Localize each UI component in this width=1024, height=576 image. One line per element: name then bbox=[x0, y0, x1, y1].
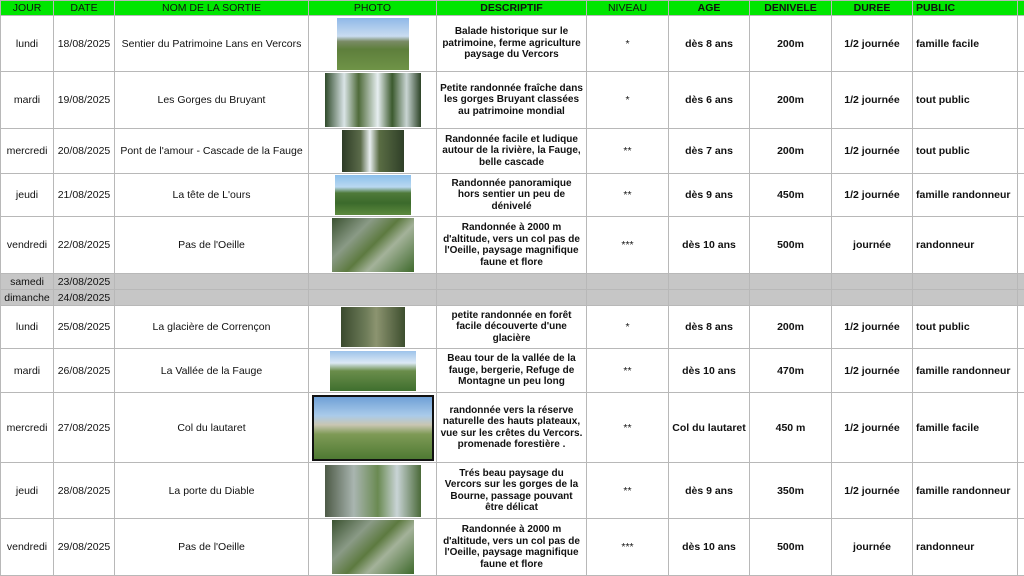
cell-age[interactable]: dès 9 ans bbox=[669, 463, 750, 519]
cell-extra[interactable] bbox=[1018, 16, 1024, 72]
cell-extra[interactable] bbox=[1018, 306, 1024, 349]
cell-photo[interactable] bbox=[309, 16, 437, 72]
table-row bbox=[1, 306, 1024, 349]
cell-age[interactable]: dès 6 ans bbox=[669, 72, 750, 129]
table-row bbox=[1, 129, 1024, 174]
cell-public[interactable]: famille facile bbox=[913, 16, 1018, 72]
ibex-photo[interactable] bbox=[332, 218, 414, 272]
cell-descriptif[interactable] bbox=[437, 290, 587, 306]
cell-denivele[interactable] bbox=[750, 290, 832, 306]
cell-public[interactable]: famille randonneur bbox=[913, 349, 1018, 393]
header-descriptif[interactable]: DESCRIPTIF bbox=[437, 1, 587, 16]
cell-denivele[interactable]: 350m bbox=[750, 463, 832, 519]
cell-nom[interactable]: La tête de L'ours bbox=[115, 174, 309, 217]
table-row bbox=[1, 217, 1024, 274]
cell-extra[interactable] bbox=[1018, 129, 1024, 174]
cell-duree[interactable]: journée bbox=[832, 217, 913, 274]
cell-date[interactable]: 27/08/2025 bbox=[54, 393, 115, 463]
cell-nom[interactable]: Col du lautaret bbox=[115, 393, 309, 463]
cell-date[interactable]: 20/08/2025 bbox=[54, 129, 115, 174]
cliffs-photo[interactable] bbox=[312, 395, 434, 461]
cell-duree[interactable]: 1/2 journée bbox=[832, 16, 913, 72]
header-public[interactable]: PUBLIC bbox=[913, 1, 1018, 16]
cell-denivele[interactable] bbox=[750, 274, 832, 290]
cell-age[interactable]: dès 10 ans bbox=[669, 217, 750, 274]
cell-public[interactable]: famille randonneur bbox=[913, 174, 1018, 217]
cell-denivele[interactable]: 500m bbox=[750, 217, 832, 274]
cell-descriptif[interactable]: randonnée vers la réserve naturelle des hauts plateaux, vue sur les crêtes du Vercors. promenade forestière . bbox=[437, 393, 587, 463]
cell-descriptif[interactable]: Randonnée à 2000 m d'altitude, vers un col pas de l'Oeille, paysage magnifique faune et flore bbox=[437, 217, 587, 274]
table-row bbox=[1, 349, 1024, 393]
gorges-photo[interactable] bbox=[325, 73, 421, 127]
cell-photo[interactable] bbox=[309, 393, 437, 463]
cell-descriptif[interactable] bbox=[437, 274, 587, 290]
cell-photo[interactable] bbox=[309, 306, 437, 349]
cell-duree[interactable]: 1/2 journée bbox=[832, 306, 913, 349]
cell-duree[interactable]: 1/2 journée bbox=[832, 393, 913, 463]
header-nom[interactable]: NOM DE LA SORTIE bbox=[115, 1, 309, 16]
cell-nom[interactable]: Pont de l'amour - Cascade de la Fauge bbox=[115, 129, 309, 174]
cell-nom[interactable]: Sentier du Patrimoine Lans en Vercors bbox=[115, 16, 309, 72]
cell-niveau[interactable]: ** bbox=[587, 393, 669, 463]
landscape-photo[interactable] bbox=[337, 18, 409, 70]
bourne-gorges-photo[interactable] bbox=[325, 465, 421, 517]
cell-denivele[interactable]: 450 m bbox=[750, 393, 832, 463]
header-jour[interactable]: JOUR bbox=[1, 1, 54, 16]
cell-denivele[interactable]: 500m bbox=[750, 519, 832, 576]
cell-age[interactable]: Col du lautaret bbox=[669, 393, 750, 463]
cell-descriptif[interactable]: Randonnée panoramique hors sentier un peu de dénivelé bbox=[437, 174, 587, 217]
cell-photo[interactable] bbox=[309, 349, 437, 393]
cell-duree[interactable]: 1/2 journée bbox=[832, 129, 913, 174]
cell-public[interactable]: famille facile bbox=[913, 393, 1018, 463]
cell-jour[interactable]: jeudi bbox=[1, 174, 54, 217]
cell-niveau[interactable]: * bbox=[587, 72, 669, 129]
cell-nom[interactable] bbox=[115, 290, 309, 306]
header-row bbox=[1, 1, 1024, 16]
cell-nom[interactable]: Pas de l'Oeille bbox=[115, 519, 309, 576]
cell-descriptif[interactable]: Randonnée à 2000 m d'altitude, vers un col pas de l'Oeille, paysage magnifique faune et flore bbox=[437, 519, 587, 576]
cell-duree[interactable] bbox=[832, 274, 913, 290]
cell-niveau[interactable]: *** bbox=[587, 217, 669, 274]
table-row bbox=[1, 290, 1024, 306]
cell-nom[interactable]: La glacière de Corrençon bbox=[115, 306, 309, 349]
table-row bbox=[1, 519, 1024, 576]
cell-photo[interactable] bbox=[309, 463, 437, 519]
cell-date[interactable]: 25/08/2025 bbox=[54, 306, 115, 349]
cell-niveau[interactable] bbox=[587, 274, 669, 290]
cell-public[interactable]: tout public bbox=[913, 306, 1018, 349]
cell-nom[interactable]: Pas de l'Oeille bbox=[115, 217, 309, 274]
cell-jour[interactable]: lundi bbox=[1, 16, 54, 72]
cell-photo[interactable] bbox=[309, 274, 437, 290]
cell-jour[interactable]: samedi bbox=[1, 274, 54, 290]
cell-niveau[interactable]: ** bbox=[587, 174, 669, 217]
cell-descriptif[interactable]: petite randonnée en forêt facile découverte d'une glacière bbox=[437, 306, 587, 349]
cell-public[interactable] bbox=[913, 274, 1018, 290]
cell-extra[interactable] bbox=[1018, 290, 1024, 306]
cell-jour[interactable]: mercredi bbox=[1, 393, 54, 463]
table-row bbox=[1, 72, 1024, 129]
cell-photo[interactable] bbox=[309, 217, 437, 274]
cell-public[interactable]: tout public bbox=[913, 72, 1018, 129]
cell-public[interactable]: randonneur bbox=[913, 217, 1018, 274]
cell-descriptif[interactable]: Petite randonnée fraîche dans les gorges Bruyant classées au patrimoine mondial bbox=[437, 72, 587, 129]
cell-jour[interactable]: jeudi bbox=[1, 463, 54, 519]
cell-duree[interactable]: 1/2 journée bbox=[832, 349, 913, 393]
cell-extra[interactable] bbox=[1018, 217, 1024, 274]
cell-photo[interactable] bbox=[309, 290, 437, 306]
panorama-photo[interactable] bbox=[335, 175, 411, 215]
cell-public[interactable]: famille randonneur bbox=[913, 463, 1018, 519]
cell-age[interactable]: dès 10 ans bbox=[669, 349, 750, 393]
cell-descriptif[interactable]: Trés beau paysage du Vercors sur les gorges de la Bourne, passage pouvant être délicat bbox=[437, 463, 587, 519]
cell-public[interactable]: randonneur bbox=[913, 519, 1018, 576]
cell-nom[interactable] bbox=[115, 274, 309, 290]
cell-descriptif[interactable]: Balade historique sur le patrimoine, ferme agriculture paysage du Vercors bbox=[437, 16, 587, 72]
cell-date[interactable]: 26/08/2025 bbox=[54, 349, 115, 393]
cell-descriptif[interactable]: Randonnée facile et ludique autour de la rivière, la Fauge, belle cascade bbox=[437, 129, 587, 174]
header-age[interactable]: AGE bbox=[669, 1, 750, 16]
cell-jour[interactable]: mercredi bbox=[1, 129, 54, 174]
cell-duree[interactable]: 1/2 journée bbox=[832, 463, 913, 519]
cell-denivele[interactable]: 200m bbox=[750, 72, 832, 129]
cell-age[interactable]: dès 7 ans bbox=[669, 129, 750, 174]
cell-age[interactable]: dès 9 ans bbox=[669, 174, 750, 217]
header-extra[interactable] bbox=[1018, 1, 1024, 16]
cell-jour[interactable]: vendredi bbox=[1, 217, 54, 274]
cell-denivele[interactable]: 200m bbox=[750, 129, 832, 174]
cell-extra[interactable] bbox=[1018, 519, 1024, 576]
cell-photo[interactable] bbox=[309, 129, 437, 174]
table-row bbox=[1, 393, 1024, 463]
cell-denivele[interactable]: 470m bbox=[750, 349, 832, 393]
cell-extra[interactable] bbox=[1018, 393, 1024, 463]
header-photo[interactable]: PHOTO bbox=[309, 1, 437, 16]
cell-age[interactable] bbox=[669, 274, 750, 290]
cell-jour[interactable]: vendredi bbox=[1, 519, 54, 576]
cell-public[interactable]: tout public bbox=[913, 129, 1018, 174]
cell-niveau[interactable]: *** bbox=[587, 519, 669, 576]
cell-niveau[interactable]: ** bbox=[587, 349, 669, 393]
cell-extra[interactable] bbox=[1018, 463, 1024, 519]
header-denivele[interactable]: DENIVELE bbox=[750, 1, 832, 16]
header-date[interactable]: DATE bbox=[54, 1, 115, 16]
cell-public[interactable] bbox=[913, 290, 1018, 306]
cell-date[interactable]: 24/08/2025 bbox=[54, 290, 115, 306]
cell-age[interactable]: dès 10 ans bbox=[669, 519, 750, 576]
table-row bbox=[1, 274, 1024, 290]
cell-age[interactable]: dès 8 ans bbox=[669, 16, 750, 72]
cell-extra[interactable] bbox=[1018, 72, 1024, 129]
cell-jour[interactable]: mardi bbox=[1, 72, 54, 129]
table-row bbox=[1, 463, 1024, 519]
cell-date[interactable]: 28/08/2025 bbox=[54, 463, 115, 519]
header-niveau[interactable]: NIVEAU bbox=[587, 1, 669, 16]
cell-photo[interactable] bbox=[309, 519, 437, 576]
cell-duree[interactable]: journée bbox=[832, 519, 913, 576]
cell-date[interactable]: 19/08/2025 bbox=[54, 72, 115, 129]
table-row bbox=[1, 174, 1024, 217]
cell-descriptif[interactable]: Beau tour de la vallée de la fauge, bergerie, Refuge de Montagne un peu long bbox=[437, 349, 587, 393]
cell-duree[interactable]: 1/2 journée bbox=[832, 174, 913, 217]
table-row bbox=[1, 16, 1024, 72]
cell-nom[interactable]: La porte du Diable bbox=[115, 463, 309, 519]
cell-age[interactable] bbox=[669, 290, 750, 306]
cell-jour[interactable]: mardi bbox=[1, 349, 54, 393]
cell-niveau[interactable] bbox=[587, 290, 669, 306]
cell-denivele[interactable]: 450m bbox=[750, 174, 832, 217]
cell-date[interactable]: 18/08/2025 bbox=[54, 16, 115, 72]
forest-photo[interactable] bbox=[341, 307, 405, 347]
cell-jour[interactable]: lundi bbox=[1, 306, 54, 349]
cell-duree[interactable]: 1/2 journée bbox=[832, 72, 913, 129]
cell-denivele[interactable]: 200m bbox=[750, 306, 832, 349]
cell-photo[interactable] bbox=[309, 174, 437, 217]
cell-niveau[interactable]: ** bbox=[587, 463, 669, 519]
cell-extra[interactable] bbox=[1018, 174, 1024, 217]
cell-duree[interactable] bbox=[832, 290, 913, 306]
cell-date[interactable]: 23/08/2025 bbox=[54, 274, 115, 290]
cell-photo[interactable] bbox=[309, 72, 437, 129]
header-duree[interactable]: DUREE bbox=[832, 1, 913, 16]
cell-date[interactable]: 21/08/2025 bbox=[54, 174, 115, 217]
cell-nom[interactable]: Les Gorges du Bruyant bbox=[115, 72, 309, 129]
cell-jour[interactable]: dimanche bbox=[1, 290, 54, 306]
cell-date[interactable]: 29/08/2025 bbox=[54, 519, 115, 576]
cell-extra[interactable] bbox=[1018, 274, 1024, 290]
cell-age[interactable]: dès 8 ans bbox=[669, 306, 750, 349]
cell-niveau[interactable]: * bbox=[587, 16, 669, 72]
cell-niveau[interactable]: ** bbox=[587, 129, 669, 174]
cell-denivele[interactable]: 200m bbox=[750, 16, 832, 72]
ibex-photo[interactable] bbox=[332, 520, 414, 574]
cell-nom[interactable]: La Vallée de la Fauge bbox=[115, 349, 309, 393]
cell-niveau[interactable]: * bbox=[587, 306, 669, 349]
cell-date[interactable]: 22/08/2025 bbox=[54, 217, 115, 274]
cascade-photo[interactable] bbox=[342, 130, 404, 172]
cell-extra[interactable] bbox=[1018, 349, 1024, 393]
valley-photo[interactable] bbox=[330, 351, 416, 391]
